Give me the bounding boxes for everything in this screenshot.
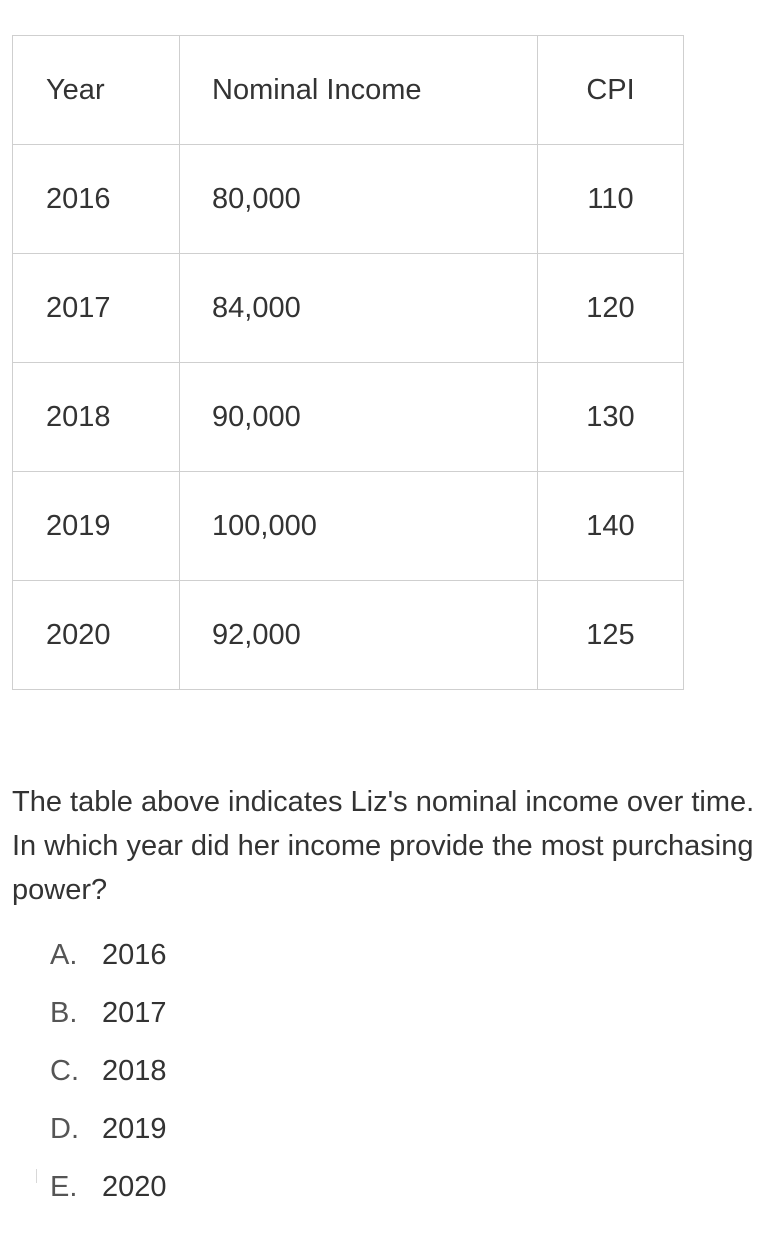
income-cpi-table <box>12 35 684 690</box>
option-value: 2018 <box>102 1054 167 1087</box>
answer-options <box>50 926 450 1216</box>
option-value: 2019 <box>102 1112 167 1145</box>
year-cell: 2019 <box>13 472 180 581</box>
option-value: 2016 <box>102 938 167 971</box>
option-letter: E. <box>50 1170 78 1203</box>
option-letter: D. <box>50 1112 79 1145</box>
option-e[interactable] <box>50 1158 450 1216</box>
option-letter: B. <box>50 996 78 1029</box>
option-d[interactable] <box>50 1100 450 1158</box>
table-header-row <box>13 36 684 145</box>
option-letter: A. <box>50 938 78 971</box>
cpi-cell: 130 <box>538 363 684 472</box>
option-value: 2020 <box>102 1170 167 1203</box>
table-row <box>13 363 684 472</box>
year-cell: 2018 <box>13 363 180 472</box>
year-cell: 2016 <box>13 145 180 254</box>
header-year: Year <box>13 36 180 145</box>
option-value: 2017 <box>102 996 167 1029</box>
cpi-cell: 110 <box>538 145 684 254</box>
table-row <box>13 254 684 363</box>
option-b[interactable] <box>50 984 450 1042</box>
income-cell: 90,000 <box>180 363 538 472</box>
cpi-cell: 120 <box>538 254 684 363</box>
option-letter: C. <box>50 1054 79 1087</box>
selection-marker <box>36 1169 37 1183</box>
income-cell: 92,000 <box>180 581 538 690</box>
income-cell: 80,000 <box>180 145 538 254</box>
income-cell: 100,000 <box>180 472 538 581</box>
table-row <box>13 581 684 690</box>
table-row <box>13 472 684 581</box>
cpi-cell: 125 <box>538 581 684 690</box>
year-cell: 2017 <box>13 254 180 363</box>
table-row <box>13 145 684 254</box>
header-cpi: CPI <box>538 36 684 145</box>
header-nominal-income: Nominal Income <box>180 36 538 145</box>
cpi-cell: 140 <box>538 472 684 581</box>
year-cell: 2020 <box>13 581 180 690</box>
option-a[interactable] <box>50 926 450 984</box>
income-cell: 84,000 <box>180 254 538 363</box>
question-text: The table above indicates Liz's nominal income over time. In which year did her income provide the most purchasing power? <box>12 786 755 906</box>
option-c[interactable] <box>50 1042 450 1100</box>
